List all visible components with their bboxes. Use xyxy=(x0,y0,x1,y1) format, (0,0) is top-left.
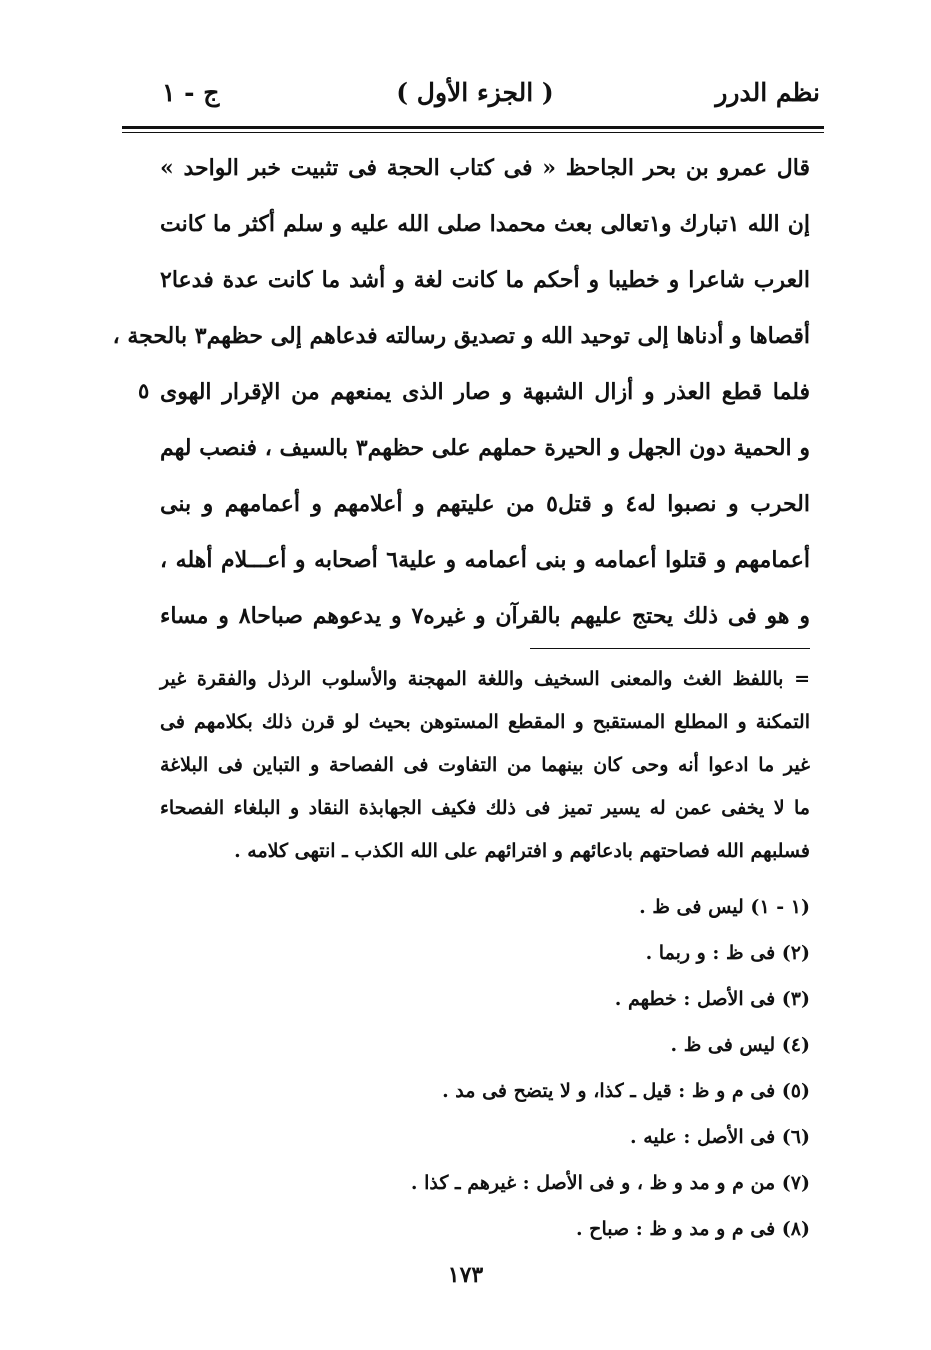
note-item: (١ - ١) ليس فى ظ . xyxy=(639,896,810,918)
header-rule-thin xyxy=(122,132,824,133)
volume-label: ج - ١ xyxy=(162,78,220,107)
page-number: ١٧٣ xyxy=(447,1262,484,1288)
line-number-marker: ٥ xyxy=(138,378,150,403)
running-header xyxy=(130,78,820,122)
note-item: (٤) ليس فى ظ . xyxy=(670,1034,810,1056)
text-line: العرب شاعرا و خطيبا و أحكم ما كانت لغة و أشد ما كانت عدة فدعا٢ xyxy=(160,267,810,293)
note-item: (٦) فى الأصل : عليه . xyxy=(629,1126,810,1148)
footnote-line: غير ما ادعوا أنه وحى كان بينهما من التفاوت فى الفصاحة و التباين فى البلاغة xyxy=(160,754,810,776)
note-item: (٧) من م و مد و ظ ، و فى الأصل : غيرهم ـ كذا . xyxy=(410,1172,810,1194)
header-rule-thick xyxy=(122,126,824,129)
text-line: قال عمرو بن بحر الجاحظ « فى كتاب الحجة فى تثبيت خبر الواحد » xyxy=(160,155,810,181)
footnote-line: التمكنة و المطلع المستقبح و المقطع المستوهن بحيث لو قرن ذلك بكلامهم فى xyxy=(160,711,810,733)
footnote-line: فسلبهم الله فصاحتهم بادعائهم و افترائهم على الله الكذب ـ انتهى كلامه . xyxy=(234,840,810,862)
text-line: أعمامهم و قتلوا أعمامه و بنى أعمامه و علية٦ أصحابه و أعـــلام أهله ، xyxy=(160,547,810,573)
note-item: (٢) فى ظ : و ربما . xyxy=(645,942,810,964)
book-title: نظم الدرر xyxy=(715,78,820,107)
note-item: (٨) فى م و مد و ظ : صباح . xyxy=(575,1218,810,1240)
text-line: و هو فى ذلك يحتج عليهم بالقرآن و غيره٧ و يدعوهم صباحا٨ و مساء xyxy=(160,603,810,629)
text-line: و الحمية دون الجهل و الحيرة حملهم على حظهم٣ بالسيف ، فنصب لهم xyxy=(160,435,810,461)
text-line: فلما قطع العذر و أزال الشبهة و صار الذى يمنعهم من الإقرار الهوى xyxy=(160,379,810,405)
footnote-line: = باللفظ الغث والمعنى السخيف واللغة المهجنة والأسلوب الرذل والفقرة غير xyxy=(160,668,810,690)
variant-notes xyxy=(300,884,810,1252)
part-title: ( الجزء الأول ) xyxy=(396,78,554,107)
footnote-separator xyxy=(530,648,810,649)
text-line: الحرب و نصبوا له٤ و قتل٥ من عليتهم و أعلامهم و أعمامهم و بنى xyxy=(160,491,810,517)
main-text xyxy=(112,140,810,644)
note-item: (٣) فى الأصل : خطهم . xyxy=(614,988,810,1010)
footnote-line: ما لا يخفى عمن له يسير تميز فى ذلك فكيف الجهابذة النقاد و البلغاء الفصحاء xyxy=(160,797,810,819)
note-item: (٥) فى م و ظ : قيل ـ كذا، و لا يتضح فى مد . xyxy=(442,1080,810,1102)
text-line: أقصاها و أدناها إلى توحيد الله و تصديق رسالته فدعاهم إلى حظهم٣ بالحجة ، xyxy=(112,323,810,349)
text-line: إن الله ١تبارك و١تعالى بعث محمدا صلى الله عليه و سلم أكثر ما كانت xyxy=(160,211,810,237)
footnote-continuation xyxy=(160,658,810,873)
